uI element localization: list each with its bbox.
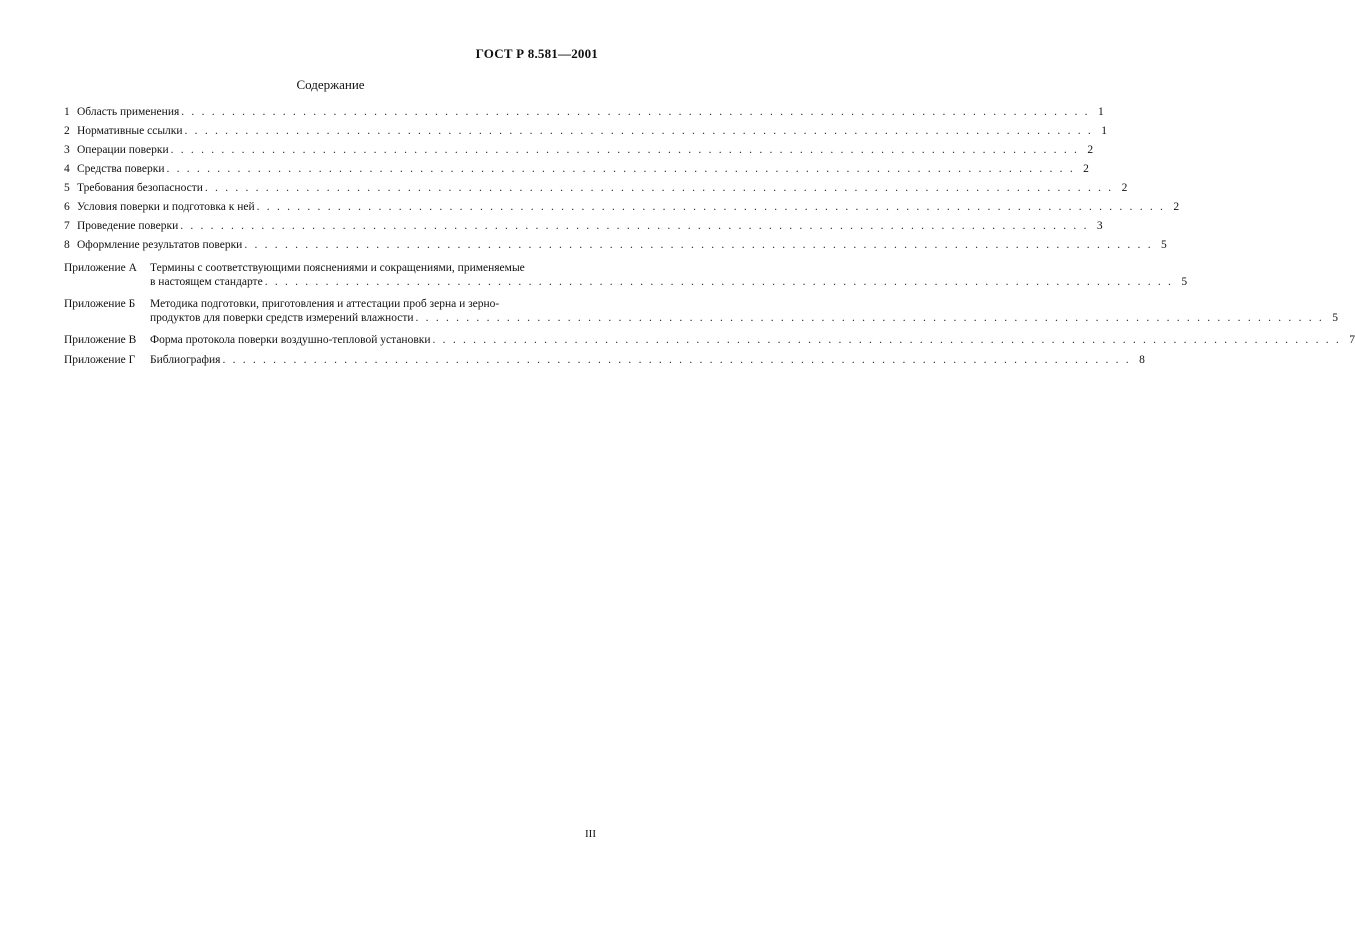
toc-leader-dots — [171, 143, 1079, 158]
toc-appendix-label: Приложение В — [64, 334, 137, 346]
toc-entry-number: 3 — [64, 144, 70, 156]
toc-entry-page: 2 — [1121, 182, 1128, 194]
toc-entry-title: Средства поверки — [77, 163, 165, 175]
toc-entry-number: 5 — [64, 182, 70, 194]
toc-leader-dots — [222, 353, 1130, 368]
toc-entry-title: Проведение поверки — [77, 220, 179, 232]
toc-entry-number: 7 — [64, 220, 70, 232]
toc-entry-title: Условия поверки и подготовка к ней — [77, 201, 255, 213]
toc-entry-page: 5 — [1161, 239, 1167, 251]
toc-entry-page: 7 — [1349, 334, 1355, 346]
toc-entry-page: 5 — [1181, 276, 1188, 288]
toc-entry-title: Требования безопасности — [77, 182, 203, 194]
toc-entry-page: 1 — [1101, 125, 1107, 137]
toc-leader-dots — [257, 200, 1165, 215]
toc-appendix-title-line2: в настоящем стандарте — [150, 276, 263, 288]
toc-leader-dots — [433, 333, 1341, 348]
toc-appendix-title-line1: Термины с соответствующими пояснениями и сокращениями, применяемые — [150, 262, 525, 274]
toc-leader-dots — [416, 311, 1324, 326]
toc-entry-title: Оформление результатов поверки — [77, 239, 243, 251]
toc-leader-dots — [185, 124, 1093, 139]
document-standard-code: ГОСТ Р 8.581—2001 — [475, 46, 598, 61]
toc-leader-dots — [205, 181, 1113, 196]
toc-entry-number: 8 — [64, 239, 70, 251]
toc-appendix-label: Приложение А — [64, 262, 137, 274]
toc-entry-title: Область применения — [77, 106, 180, 118]
toc-leader-dots — [166, 162, 1074, 177]
toc-entry-page: 2 — [1173, 201, 1180, 213]
toc-entry[interactable] — [64, 143, 1094, 162]
toc-entry-title: Нормативные ссылки — [77, 125, 183, 137]
toc-leader-dots — [180, 219, 1088, 234]
toc-entry-number: 4 — [64, 163, 70, 175]
toc-leader-dots — [265, 275, 1173, 290]
toc-entry-page: 1 — [1097, 106, 1104, 118]
toc-entry[interactable] — [64, 162, 1089, 181]
toc-appendix-title-line1: Методика подготовки, приготовления и аттестации проб зерна и зерно- — [150, 298, 500, 310]
toc-entry[interactable] — [64, 219, 1103, 238]
toc-appendix-entry[interactable] — [64, 261, 1188, 290]
toc-entry-page: 3 — [1096, 220, 1103, 232]
toc-appendix-entry[interactable] — [64, 297, 1338, 326]
toc-entry-title: Операции поверки — [77, 144, 169, 156]
toc-entry[interactable] — [64, 124, 1107, 143]
toc-entry-number: 6 — [64, 201, 70, 213]
toc-entry[interactable] — [64, 181, 1128, 200]
toc-appendix-entry[interactable] — [64, 333, 1355, 348]
toc-entry-number: 2 — [64, 125, 70, 137]
toc-appendix-title: Форма протокола поверки воздушно-тепловой установки — [150, 334, 431, 346]
toc-entry-number: 1 — [64, 106, 70, 118]
toc-leader-dots — [181, 105, 1089, 120]
page-number: III — [585, 828, 596, 840]
toc-entry-page: 8 — [1139, 354, 1145, 366]
toc-title: Содержание — [296, 77, 365, 92]
table-of-contents — [64, 105, 1355, 375]
toc-entry[interactable] — [64, 200, 1180, 219]
toc-appendix-label: Приложение Г — [64, 354, 136, 366]
toc-appendix-title: Библиография — [150, 354, 221, 366]
toc-appendix-title-line2: продуктов для поверки средств измерений влажности — [150, 312, 414, 324]
toc-entry[interactable] — [64, 105, 1104, 124]
toc-appendix-entry[interactable] — [64, 353, 1145, 368]
toc-entry-page: 2 — [1083, 163, 1089, 175]
toc-entry[interactable] — [64, 238, 1167, 257]
toc-entry-page: 5 — [1332, 312, 1338, 324]
toc-appendix-label: Приложение Б — [64, 298, 136, 310]
toc-entry-page: 2 — [1087, 144, 1094, 156]
toc-leader-dots — [244, 238, 1152, 253]
